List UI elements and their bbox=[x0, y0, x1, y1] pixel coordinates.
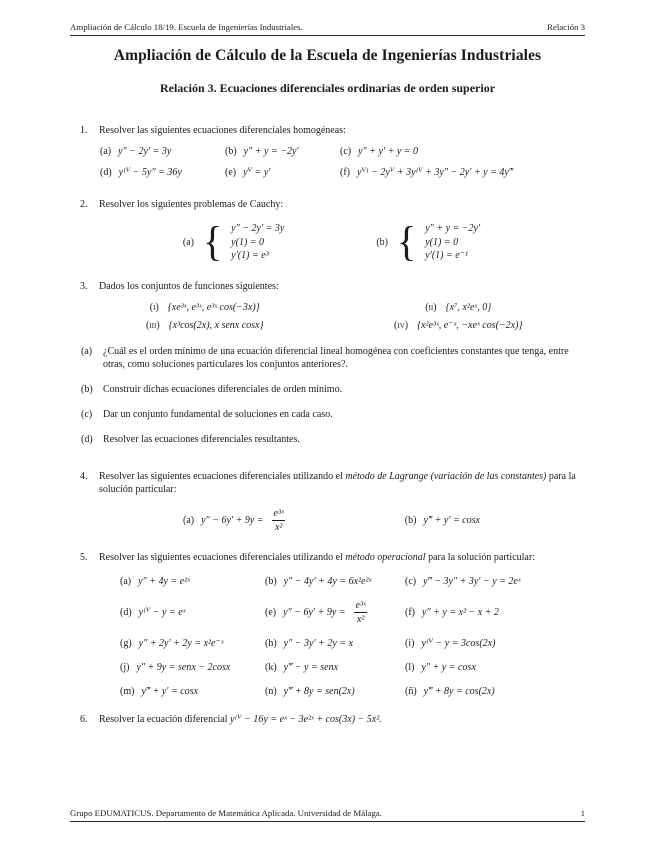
subitem-b bbox=[78, 383, 585, 396]
item-label: (b) bbox=[265, 575, 277, 587]
exercise-1-items bbox=[100, 146, 585, 178]
set-formula: {x³cos(2x), x senx cosx} bbox=[168, 319, 264, 331]
exercise-number: 5. bbox=[80, 551, 88, 563]
item-formula: y‴ − 3y″ + 3y′ − y = 2eˣ bbox=[423, 575, 521, 587]
set-ii bbox=[332, 302, 586, 313]
item-label: (l) bbox=[405, 661, 415, 673]
page-subtitle: Relación 3. Ecuaciones diferenciales ordinarias de orden superior bbox=[159, 81, 496, 95]
item-label: (a) bbox=[100, 146, 112, 157]
item-label: (c) bbox=[81, 408, 93, 420]
item-formula: yⱽ = y′ bbox=[243, 167, 271, 178]
set-iii bbox=[78, 320, 332, 331]
ex5-item-b bbox=[265, 576, 405, 587]
item-label: (ñ) bbox=[405, 685, 417, 697]
item-formula: y″ − 2y′ = 3y bbox=[118, 146, 172, 157]
equation-line: y′(1) = e⁻¹ bbox=[425, 250, 468, 261]
fraction-denominator: x² bbox=[272, 520, 285, 533]
exercise-text: Resolver los siguientes problemas de Cauchy: bbox=[99, 199, 284, 210]
system-equations bbox=[425, 222, 480, 263]
exercise-4-items bbox=[78, 508, 585, 533]
equation-line: y(1) = 0 bbox=[231, 236, 265, 248]
item-formula: yᴵⱽ − 16y = eˣ − 3e²ˣ + cos(3x) − 5x². bbox=[230, 713, 382, 725]
item-formula: yᴵⱽ − 5y″ = 36y bbox=[118, 167, 182, 178]
subitem-c bbox=[78, 408, 585, 421]
set-formula: {x²e³ˣ, e⁻ˣ, −xeˣ cos(−2x)} bbox=[417, 319, 523, 331]
fraction bbox=[353, 600, 369, 625]
ex5-item-k bbox=[265, 662, 405, 673]
exercise-1-statement bbox=[78, 124, 585, 137]
item-formula: y″ − 6y′ + 9y = bbox=[201, 514, 264, 526]
left-brace: { bbox=[202, 218, 223, 266]
item-label: (d) bbox=[100, 167, 112, 178]
ex5-item-a bbox=[120, 576, 265, 587]
exercise-number: 3. bbox=[80, 280, 88, 292]
item-formula: y″ + y = −2y′ bbox=[243, 146, 299, 157]
item-label: (f) bbox=[340, 167, 350, 178]
item-label: (a) bbox=[182, 236, 194, 248]
equation-line: y″ + y = −2y′ bbox=[425, 223, 481, 234]
ex5-item-d bbox=[120, 607, 265, 618]
item-label: (c) bbox=[340, 146, 352, 157]
equation-line: y″ − 2y′ = 3y bbox=[231, 223, 285, 234]
item-label: (g) bbox=[120, 637, 132, 649]
exercise-number: 6. bbox=[80, 713, 88, 725]
item-formula: y″ + 2y′ + 2y = x²e⁻ˣ bbox=[138, 637, 224, 649]
subitem-d bbox=[78, 433, 585, 446]
exercise-number: 2. bbox=[80, 199, 88, 210]
item-label: (h) bbox=[265, 637, 277, 649]
ex5-item-j bbox=[120, 662, 265, 673]
item-label: (c) bbox=[405, 575, 417, 587]
ex5-item-l bbox=[405, 662, 585, 673]
exercise-2-statement bbox=[78, 198, 585, 211]
ex5-item-f bbox=[405, 607, 585, 618]
item-label: (d) bbox=[120, 606, 132, 618]
item-label: (i) bbox=[405, 637, 415, 649]
exercise-3-subitems bbox=[78, 345, 585, 446]
item-formula: yᴵⱽ − y = 3cos(2x) bbox=[421, 637, 496, 649]
fraction-numerator: e³ˣ bbox=[355, 599, 366, 611]
set-i bbox=[78, 302, 332, 313]
item-formula: y″ + y = cosx bbox=[421, 661, 476, 673]
item-label: (f) bbox=[405, 606, 415, 618]
item-formula: yᴵⱽ − y = eˣ bbox=[138, 606, 186, 618]
ex4-item-b bbox=[405, 508, 480, 533]
ex5-item-i bbox=[405, 638, 585, 649]
set-iv bbox=[332, 320, 586, 331]
fraction-denominator: x² bbox=[354, 612, 367, 625]
exercise-6 bbox=[70, 713, 585, 726]
subitem-text: Dar un conjunto fundamental de soluciones en cada caso. bbox=[103, 408, 333, 420]
subitem-text: Construir dichas ecuaciones diferenciales de orden mínimo. bbox=[103, 383, 343, 395]
document-body bbox=[70, 47, 585, 746]
footer-group-label: Grupo EDUMATICUS. Departamento de Matemática Aplicada. Universidad de Málaga. bbox=[70, 808, 382, 818]
item-formula: yⱽᴵ − 2yⱽ + 3yᴵⱽ + 3y″ − 2y′ + y = 4y‴ bbox=[357, 167, 513, 178]
exercise-5 bbox=[70, 551, 585, 697]
subitem-text: Resolver las ecuaciones diferenciales resultantes. bbox=[103, 433, 300, 445]
set-label: (iii) bbox=[146, 319, 160, 331]
exercise-text: Resolver las siguientes ecuaciones diferenciales utilizando el bbox=[99, 551, 346, 563]
item-formula: y″ + y′ + y = 0 bbox=[358, 146, 419, 157]
subitem-text: ¿Cuál es el orden mínimo de una ecuación diferencial lineal homogénea con coeficientes constantes que tenga, entre otras, como soluciones particulares los conjuntos anteriores?. bbox=[103, 345, 569, 370]
ex5-item-g bbox=[120, 638, 265, 649]
item-label: (a) bbox=[183, 514, 195, 526]
exercise-text: Resolver la ecuación diferencial bbox=[99, 713, 231, 725]
page-footer bbox=[70, 808, 585, 822]
ex5-item-enye bbox=[405, 686, 585, 697]
exercise-text: para la solución particular: bbox=[99, 470, 576, 495]
exercise-4-statement bbox=[78, 470, 585, 496]
function-sets bbox=[78, 302, 585, 331]
item-formula: y″ − 3y′ + 2y = x bbox=[283, 637, 354, 649]
fraction-numerator: e³ˣ bbox=[273, 507, 284, 519]
item-label: (j) bbox=[120, 661, 130, 673]
item-label: (d) bbox=[81, 433, 93, 445]
exercise-3 bbox=[70, 280, 585, 446]
item-formula: y″ − 4y′ + 4y = 6x²e²ˣ bbox=[283, 575, 372, 587]
exercise-2 bbox=[70, 198, 585, 266]
item-label: (a) bbox=[120, 575, 132, 587]
exercise-number: 4. bbox=[80, 470, 88, 482]
equation-line: y(1) = 0 bbox=[425, 236, 459, 248]
exercise-3-statement bbox=[78, 280, 585, 293]
item-formula: y″ + 9y = senx − 2cosx bbox=[136, 661, 231, 673]
exercise-4 bbox=[70, 470, 585, 533]
item-formula: y″ + y = x² − x + 2 bbox=[422, 606, 499, 618]
item-formula: y‴ + 8y = sen(2x) bbox=[283, 685, 355, 697]
ex1-item-c bbox=[340, 146, 585, 157]
system-equations bbox=[231, 222, 284, 263]
item-label: (e) bbox=[265, 606, 277, 618]
exercise-text: para la solución particular: bbox=[425, 551, 535, 563]
item-label: (n) bbox=[265, 685, 277, 697]
subitem-a bbox=[78, 345, 585, 371]
ex1-item-f bbox=[340, 167, 585, 178]
set-label: (iv) bbox=[394, 319, 409, 331]
exercise-text: Resolver las siguientes ecuaciones diferenciales utilizando el bbox=[99, 470, 346, 482]
item-formula: y″ − 6y′ + 9y = bbox=[283, 606, 346, 618]
item-formula: y‴ + y′ = cosx bbox=[423, 514, 480, 526]
page-number: 1 bbox=[580, 808, 585, 818]
item-formula: y″ + 4y = e²ˣ bbox=[138, 575, 190, 587]
method-name: método de Lagrange (variación de las constantes) bbox=[345, 470, 547, 482]
header-sheet-label: Relación 3 bbox=[547, 22, 585, 32]
fraction bbox=[271, 508, 287, 533]
ex5-item-m bbox=[120, 686, 265, 697]
page-header bbox=[70, 22, 585, 36]
ex1-item-d bbox=[100, 167, 225, 178]
cauchy-system-a bbox=[182, 218, 285, 266]
exercise-1 bbox=[70, 124, 585, 178]
set-formula: {xe³ˣ, e³ˣ, e³ˣ cos(−3x)} bbox=[167, 301, 260, 313]
set-label: (ii) bbox=[425, 301, 437, 313]
set-formula: {x⁷, x²eˣ, 0} bbox=[445, 301, 492, 313]
exercise-number: 1. bbox=[80, 125, 88, 136]
ex1-item-b bbox=[225, 146, 340, 157]
item-label: (b) bbox=[81, 383, 93, 395]
item-formula: y‴ + 8y = cos(2x) bbox=[423, 685, 495, 697]
equation-line: y′(1) = e³ bbox=[231, 250, 269, 261]
exercise-6-statement bbox=[78, 713, 585, 726]
exercise-text: Dados los conjuntos de funciones siguientes: bbox=[99, 280, 279, 292]
header-course-title: Ampliación de Cálculo 18/19. Escuela de Ingenierías Industriales. bbox=[70, 22, 303, 32]
item-label: (b) bbox=[404, 514, 417, 526]
item-label: (e) bbox=[225, 167, 237, 178]
item-formula: y‴ + y′ = cosx bbox=[141, 685, 198, 697]
ex5-item-c bbox=[405, 576, 585, 587]
set-label: (i) bbox=[149, 301, 159, 313]
ex4-item-a bbox=[183, 508, 287, 533]
ex1-item-a bbox=[100, 146, 225, 157]
cauchy-systems bbox=[78, 218, 585, 266]
exercise-5-items bbox=[120, 576, 585, 697]
exercise-text: Resolver las siguientes ecuaciones diferenciales homogéneas: bbox=[99, 125, 346, 136]
method-name: método operacional bbox=[345, 551, 426, 563]
exercise-5-statement bbox=[78, 551, 585, 564]
left-brace: { bbox=[397, 218, 417, 266]
item-label: (m) bbox=[120, 685, 135, 697]
ex5-item-h bbox=[265, 638, 405, 649]
ex5-item-n bbox=[265, 686, 405, 697]
item-label: (k) bbox=[265, 661, 277, 673]
item-label: (b) bbox=[225, 146, 237, 157]
item-label: (b) bbox=[376, 236, 389, 248]
cauchy-system-b bbox=[376, 218, 481, 266]
ex1-item-e bbox=[225, 167, 340, 178]
item-formula: y‴ − y = senx bbox=[283, 661, 339, 673]
ex5-item-e bbox=[265, 600, 405, 625]
page-title: Ampliación de Cálculo de la Escuela de Ingenierías Industriales bbox=[113, 47, 542, 64]
item-label: (a) bbox=[81, 345, 93, 357]
